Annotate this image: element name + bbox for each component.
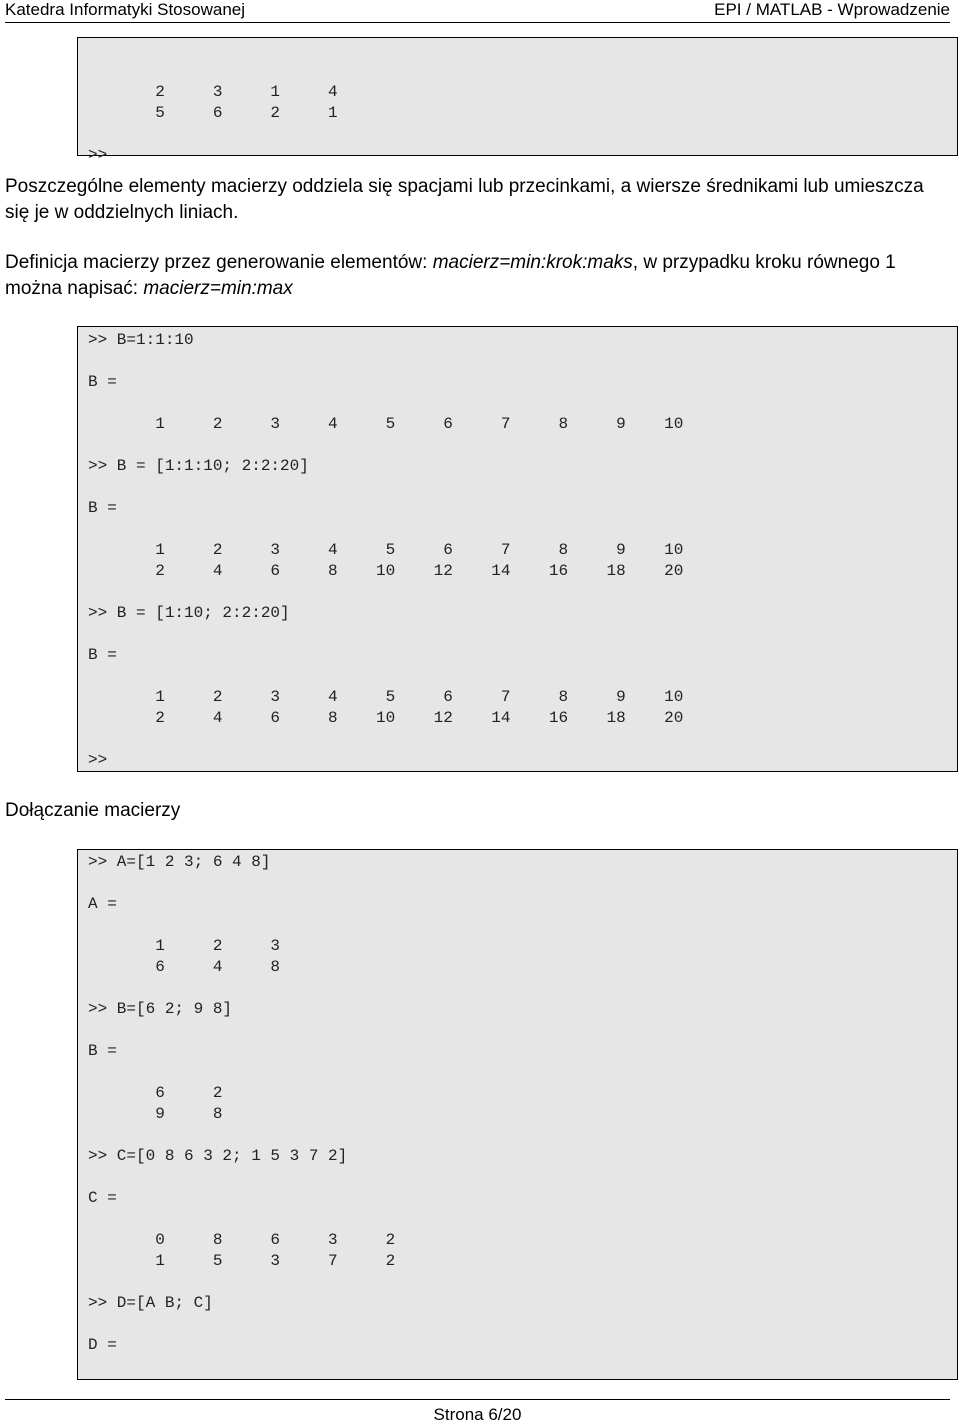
para2-syntax-full: macierz=min:krok:maks: [432, 252, 633, 273]
code-block-range-generation: [77, 326, 958, 772]
header-department: Katedra Informatyki Stosowanej: [5, 0, 246, 19]
paragraph-matrix-elements: Poszczególne elementy macierzy oddziela się spacjami lub przecinkami, a wiersze średnikami lub umieszcza się je w oddzielnych liniach.: [5, 176, 924, 223]
code-text: >> A=[1 2 3; 6 4 8] A = 1 2 3 6 4 8 >> B=[6 2; 9 8] B = 6 2 9 8 >> C=[0 8 6 3 2; 1 5 3 7 2] C = 0 8 6 3 2 1 5 3 7 2 >> D=[A B; C] D =: [88, 853, 396, 1354]
para2-syntax-short: macierz=min:max: [143, 278, 293, 299]
code-block-matrix-output: [77, 37, 958, 164]
page-header: [5, 0, 950, 23]
page-footer: [5, 1399, 950, 1424]
code-text: 2 3 1 4 5 6 2 1 >>: [88, 83, 338, 164]
code-text: >> B=1:1:10 B = 1 2 3 4 5 6 7 8 9 10 >> B = [1:1:10; 2:2:20] B = 1 2 3 4 5 6 7 8 9 10 2 4 6 8 10 12 14 16 18 20 >> B = [1:10; 2:2:20] B = 1 2 3 4 5 6 7 8 9 10 2 4 6 8 10 12 14 16 18 20 >>: [88, 331, 684, 769]
para2-text-a: Definicja macierzy przez generowanie elementów:: [5, 252, 433, 273]
code-block-concatenation: [77, 849, 958, 1380]
page-number: Strona 6/20: [433, 1405, 522, 1424]
section-heading-concatenation: Dołączanie macierzy: [5, 800, 181, 821]
paragraph-matrix-generation: [5, 250, 948, 302]
para2-text-c: , w przypadku kroku równego 1 można napisać:: [5, 252, 896, 299]
header-course-title: EPI / MATLAB - Wprowadzenie: [714, 0, 950, 19]
